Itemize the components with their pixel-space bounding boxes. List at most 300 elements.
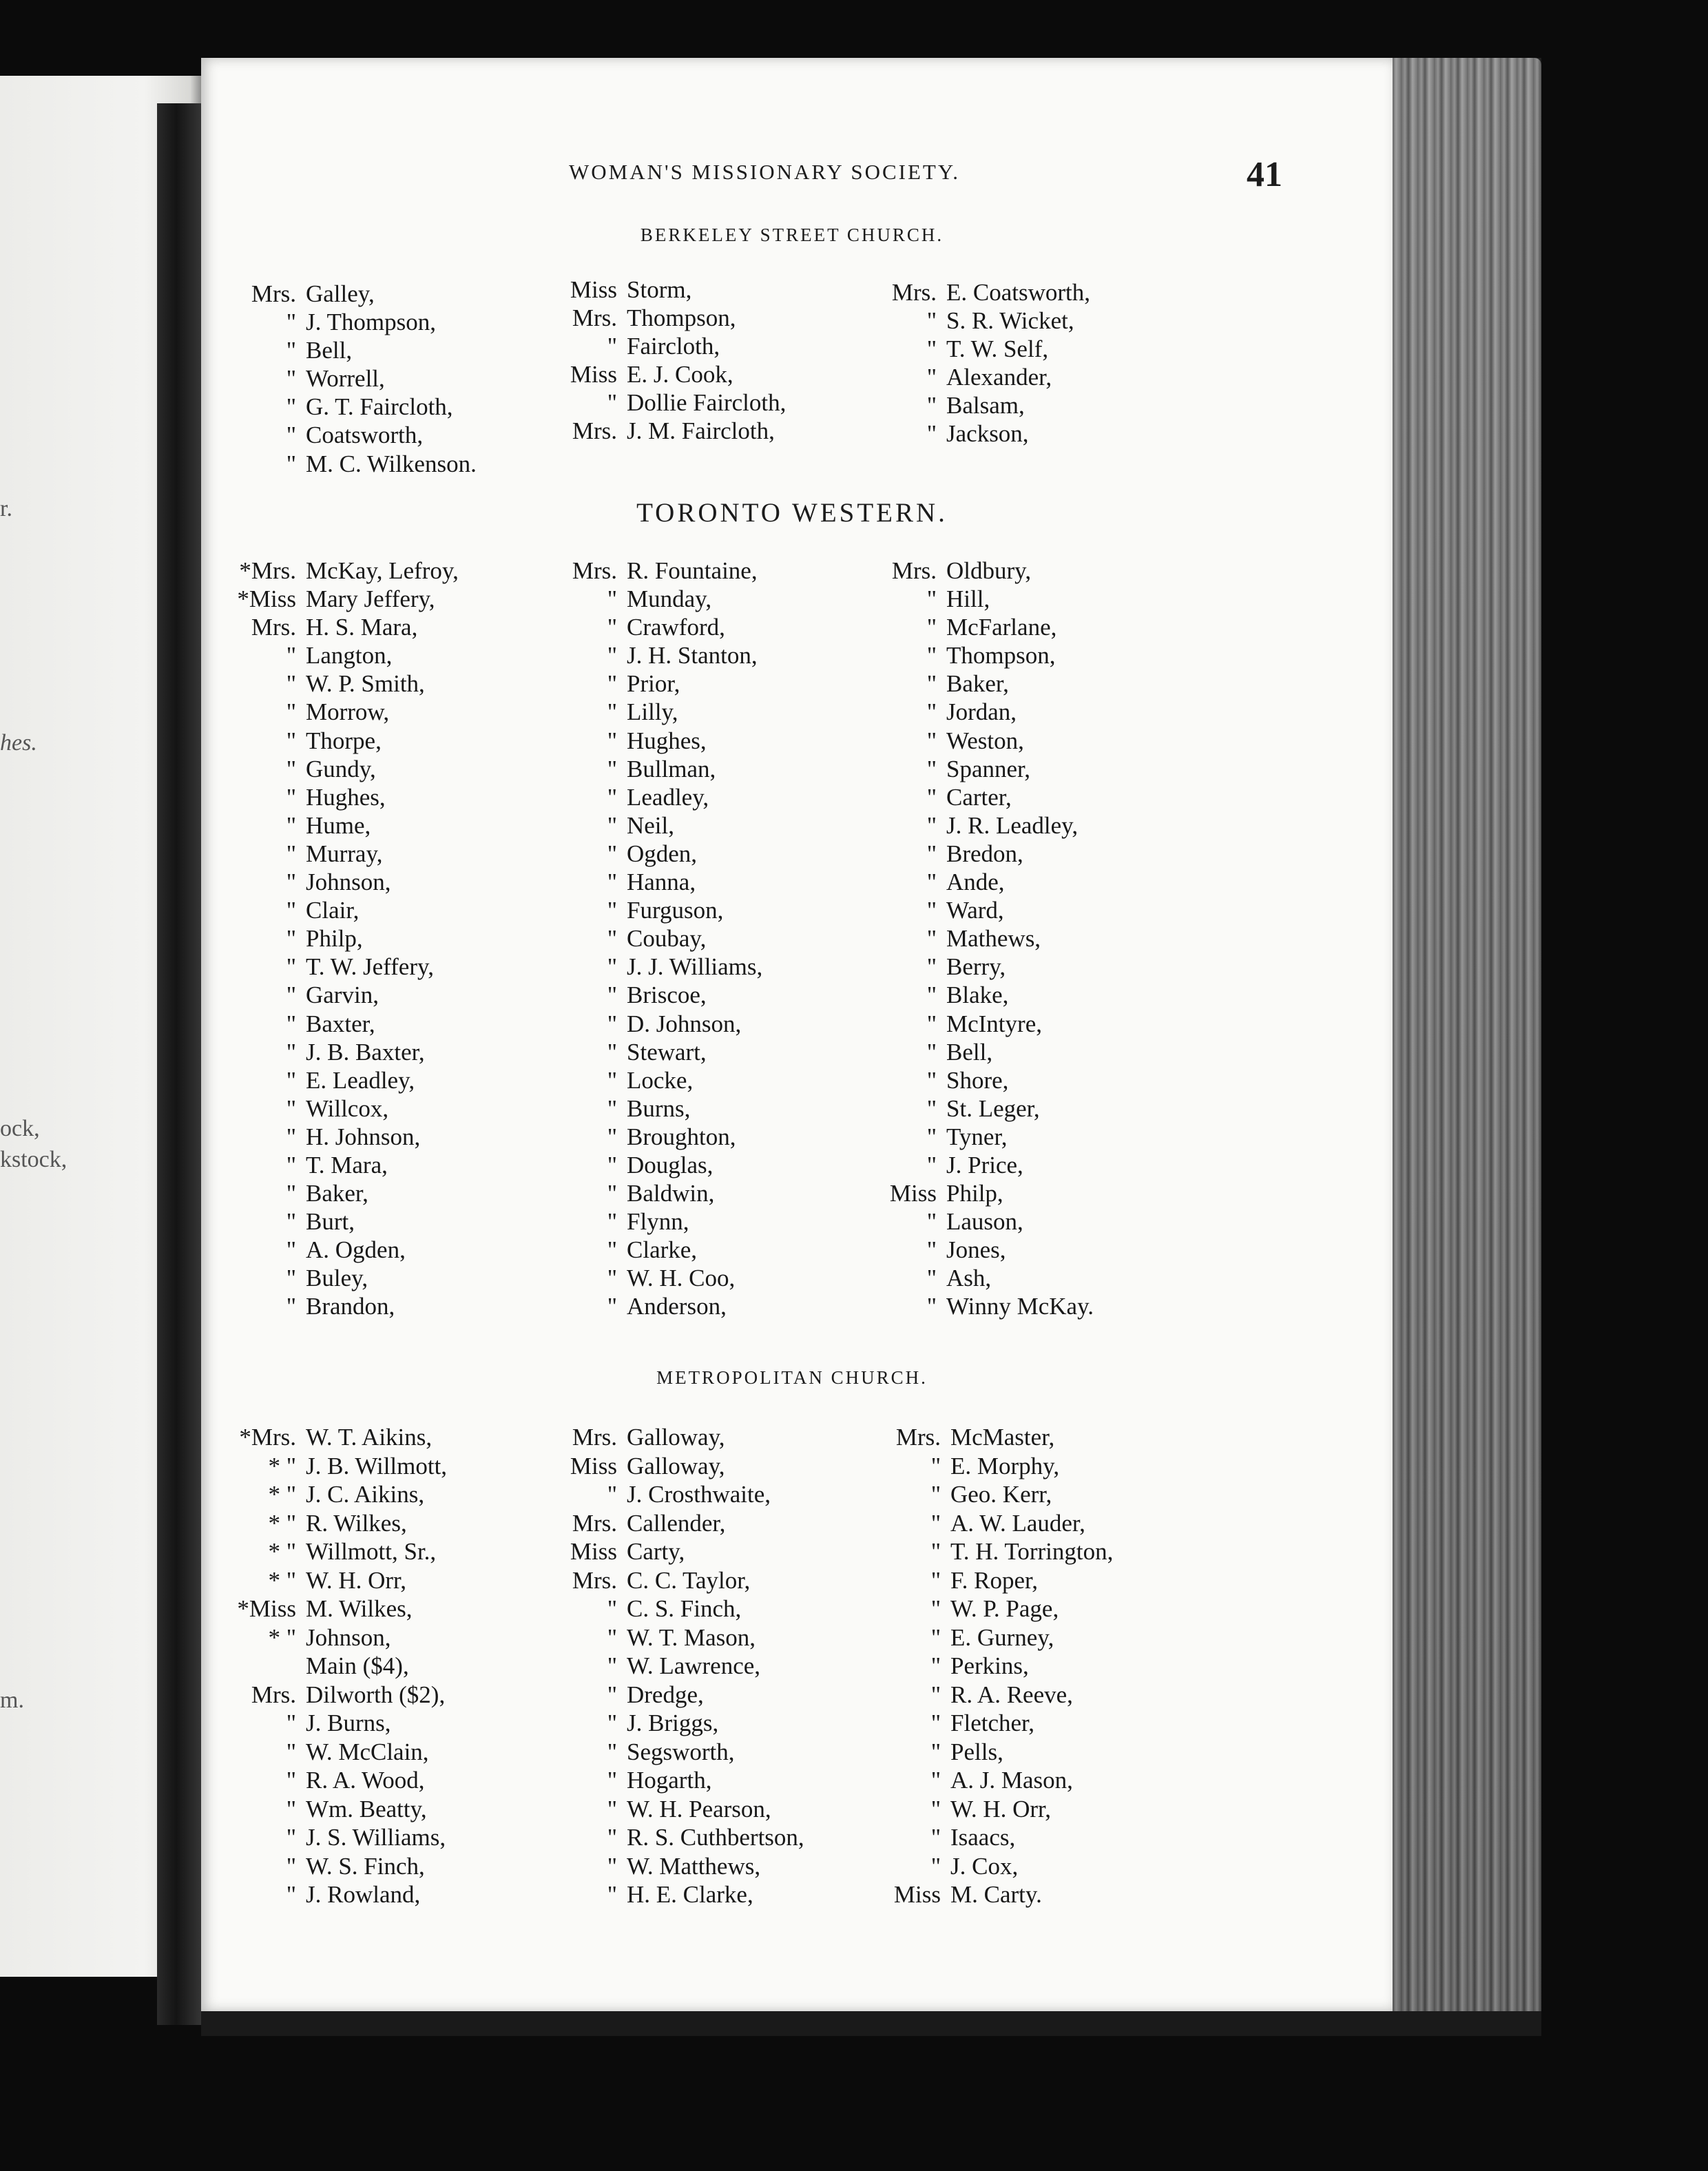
member-name: T. W. Self, bbox=[946, 335, 1049, 363]
member-name: Wm. Beatty, bbox=[306, 1795, 427, 1822]
member-entry bbox=[858, 1509, 1113, 1538]
member-title: " bbox=[930, 1481, 941, 1508]
member-entry bbox=[200, 280, 477, 308]
member-name: E. Morphy, bbox=[950, 1452, 1060, 1479]
member-title: " bbox=[926, 698, 937, 726]
member-title: " bbox=[926, 1293, 937, 1320]
member-title: " bbox=[286, 309, 296, 336]
member-title: " bbox=[926, 307, 937, 335]
member-name: Shore, bbox=[946, 1066, 1009, 1094]
member-title: " bbox=[286, 925, 296, 953]
member-entry bbox=[200, 1151, 459, 1179]
member-title: " bbox=[926, 1265, 937, 1292]
section-heading-berkeley: BERKELEY STREET CHURCH. bbox=[640, 225, 944, 245]
member-title: " bbox=[607, 1738, 617, 1765]
member-name: J. Cox, bbox=[950, 1852, 1019, 1880]
member-entry bbox=[534, 557, 762, 585]
member-name: R. S. Cuthbertson, bbox=[627, 1824, 804, 1851]
member-name: Callender, bbox=[627, 1509, 726, 1537]
member-title: * " bbox=[268, 1623, 296, 1651]
member-title: " bbox=[607, 585, 617, 613]
member-name: Burt, bbox=[306, 1208, 355, 1236]
member-title: " bbox=[607, 1010, 617, 1037]
member-title: " bbox=[926, 642, 937, 669]
member-name: Munday, bbox=[627, 585, 712, 613]
member-title: " bbox=[926, 981, 937, 1009]
book-bottom-edge bbox=[201, 2011, 1541, 2036]
member-title: " bbox=[607, 1710, 617, 1736]
member-title: " bbox=[607, 1681, 617, 1708]
member-title: " bbox=[607, 811, 617, 839]
member-title: " bbox=[930, 1852, 941, 1880]
member-entry bbox=[534, 1010, 762, 1038]
member-entry bbox=[858, 1423, 1113, 1452]
member-entry bbox=[858, 1852, 1113, 1881]
member-entry bbox=[854, 1066, 1094, 1094]
member-entry bbox=[534, 1795, 804, 1824]
member-title: " bbox=[286, 1710, 296, 1736]
member-name: E. Coatsworth, bbox=[946, 279, 1091, 306]
member-entry bbox=[858, 1709, 1113, 1738]
member-entry bbox=[854, 669, 1094, 698]
member-title: " bbox=[286, 1265, 296, 1292]
member-title: " bbox=[926, 953, 937, 981]
member-name: J. Burns, bbox=[306, 1710, 391, 1736]
member-title: " bbox=[607, 1595, 617, 1622]
member-entry bbox=[854, 924, 1094, 953]
member-entry bbox=[200, 1179, 459, 1207]
member-title: *Mrs. bbox=[239, 557, 296, 584]
member-title: " bbox=[607, 670, 617, 698]
member-title: " bbox=[286, 755, 296, 782]
member-title: Miss bbox=[893, 1881, 941, 1908]
member-name: Willmott, Sr., bbox=[306, 1538, 437, 1565]
member-name: Clair, bbox=[306, 897, 360, 924]
member-name: J. Briggs, bbox=[627, 1710, 719, 1736]
member-title: " bbox=[926, 897, 937, 924]
member-entry bbox=[854, 419, 1090, 448]
member-title: * " bbox=[268, 1452, 296, 1479]
member-name: Ward, bbox=[946, 897, 1004, 924]
member-name: Furguson, bbox=[627, 897, 724, 924]
member-title: " bbox=[926, 1094, 937, 1122]
member-title: " bbox=[607, 981, 617, 1009]
member-entry bbox=[534, 1038, 762, 1066]
member-title: " bbox=[286, 869, 296, 896]
member-name: Philp, bbox=[946, 1180, 1003, 1207]
member-name: Ande, bbox=[946, 869, 1005, 896]
member-entry bbox=[854, 1292, 1094, 1320]
member-title: Mrs. bbox=[572, 304, 617, 332]
page-fore-edge-shade bbox=[1384, 58, 1541, 2032]
member-title: " bbox=[930, 1623, 941, 1651]
member-entry bbox=[534, 811, 762, 840]
member-name: Johnson, bbox=[306, 869, 391, 896]
member-entry bbox=[200, 308, 477, 336]
member-entry bbox=[854, 1151, 1094, 1179]
member-entry bbox=[200, 1207, 459, 1236]
member-name: Murray, bbox=[306, 840, 383, 867]
member-title: Mrs. bbox=[572, 557, 617, 584]
member-entry bbox=[534, 1452, 804, 1481]
member-title: * " bbox=[268, 1566, 296, 1594]
member-title: " bbox=[930, 1824, 941, 1851]
member-name: H. E. Clarke, bbox=[627, 1881, 753, 1908]
member-name: M. C. Wilkenson. bbox=[306, 450, 477, 477]
member-name: Lilly, bbox=[627, 698, 678, 726]
member-name: W. T. Aikins, bbox=[306, 1424, 433, 1451]
member-entry bbox=[200, 557, 459, 585]
member-name: Jackson, bbox=[946, 420, 1029, 448]
member-entry bbox=[200, 727, 459, 755]
member-name: Briscoe, bbox=[627, 981, 707, 1009]
member-entry bbox=[854, 1264, 1094, 1292]
member-name: T. W. Jeffery, bbox=[306, 953, 434, 981]
member-name: Morrow, bbox=[306, 698, 390, 726]
member-name: D. Johnson, bbox=[627, 1010, 742, 1037]
member-name: Langton, bbox=[306, 642, 393, 669]
member-entry bbox=[534, 783, 762, 811]
member-title: " bbox=[930, 1795, 941, 1822]
member-name: Jordan, bbox=[946, 698, 1017, 726]
member-name: C. S. Finch, bbox=[627, 1595, 742, 1622]
member-entry bbox=[200, 1652, 447, 1681]
member-entry bbox=[854, 896, 1094, 924]
member-name: Balsam, bbox=[946, 392, 1025, 419]
member-entry bbox=[200, 613, 459, 641]
member-name: Thompson, bbox=[946, 642, 1056, 669]
member-name: Mathews, bbox=[946, 925, 1041, 953]
member-name: F. Roper, bbox=[950, 1566, 1039, 1594]
member-name: Anderson, bbox=[627, 1293, 727, 1320]
member-name: Oldbury, bbox=[946, 557, 1032, 584]
member-name: Locke, bbox=[627, 1066, 694, 1094]
section-heading-metropolitan: METROPOLITAN CHURCH. bbox=[656, 1367, 928, 1388]
member-name: Fletcher, bbox=[950, 1710, 1035, 1736]
member-name: Mary Jeffery, bbox=[306, 585, 435, 613]
member-title: * " bbox=[268, 1538, 296, 1565]
member-title: " bbox=[286, 1123, 296, 1150]
member-entry bbox=[200, 1066, 459, 1094]
member-entry bbox=[200, 450, 477, 478]
member-title: " bbox=[286, 698, 296, 726]
member-entry bbox=[534, 727, 762, 755]
member-entry bbox=[854, 698, 1094, 726]
member-entry bbox=[854, 1010, 1094, 1038]
member-name: Blake, bbox=[946, 981, 1009, 1009]
member-name: J. J. Williams, bbox=[627, 953, 763, 981]
member-name: Dredge, bbox=[627, 1681, 704, 1708]
member-entry bbox=[200, 1452, 447, 1481]
member-entry bbox=[200, 1595, 447, 1623]
member-name: Galloway, bbox=[627, 1452, 725, 1479]
left-page-fragment: kstock, bbox=[0, 1147, 67, 1172]
berkeley-column-1 bbox=[200, 280, 477, 478]
member-entry bbox=[534, 388, 786, 417]
member-name: J. B. Baxter, bbox=[306, 1038, 425, 1066]
member-entry bbox=[200, 1766, 447, 1795]
member-title: " bbox=[607, 333, 617, 360]
member-entry bbox=[534, 276, 786, 304]
member-title: " bbox=[286, 1738, 296, 1765]
member-title bbox=[200, 1652, 306, 1681]
member-name: Bullman, bbox=[627, 755, 716, 782]
member-title: Miss bbox=[889, 1180, 937, 1207]
member-entry bbox=[534, 417, 786, 445]
member-entry bbox=[854, 727, 1094, 755]
member-entry bbox=[854, 1236, 1094, 1264]
member-entry bbox=[534, 1123, 762, 1151]
member-name: E. J. Cook, bbox=[627, 361, 733, 388]
member-title: " bbox=[286, 811, 296, 839]
member-entry bbox=[854, 981, 1094, 1009]
member-title: " bbox=[607, 783, 617, 811]
metropolitan-column-3 bbox=[858, 1423, 1113, 1909]
member-entry bbox=[534, 1823, 804, 1852]
member-name: J. H. Stanton, bbox=[627, 642, 758, 669]
member-title: " bbox=[286, 1066, 296, 1094]
member-entry bbox=[534, 1595, 804, 1623]
member-name: Thompson, bbox=[627, 304, 736, 332]
member-title: Mrs. bbox=[251, 614, 296, 641]
member-entry bbox=[534, 1537, 804, 1566]
member-name: Storm, bbox=[627, 276, 692, 303]
member-entry bbox=[200, 1236, 459, 1264]
member-name: A. W. Lauder, bbox=[950, 1509, 1085, 1537]
member-entry bbox=[534, 1566, 804, 1595]
member-name: Perkins, bbox=[950, 1652, 1029, 1679]
member-title: " bbox=[926, 925, 937, 953]
member-name: Willcox, bbox=[306, 1094, 389, 1122]
member-title: " bbox=[286, 1038, 296, 1066]
member-name: McFarlane, bbox=[946, 614, 1057, 641]
left-page-fragment: ock, bbox=[0, 1116, 40, 1141]
member-name: Carty, bbox=[627, 1538, 685, 1565]
member-name: Prior, bbox=[627, 670, 680, 698]
member-name: Ogden, bbox=[627, 840, 698, 867]
member-name: Stewart, bbox=[627, 1038, 707, 1066]
member-title: Miss bbox=[570, 1452, 617, 1479]
member-entry bbox=[534, 1709, 804, 1738]
member-title: " bbox=[607, 897, 617, 924]
berkeley-column-2 bbox=[534, 276, 786, 446]
member-title: " bbox=[607, 1881, 617, 1908]
member-entry bbox=[200, 1823, 447, 1852]
member-entry bbox=[534, 924, 762, 953]
member-title: " bbox=[286, 1824, 296, 1851]
member-entry bbox=[858, 1652, 1113, 1681]
member-title: " bbox=[286, 422, 296, 449]
toronto-western-column-2 bbox=[534, 557, 762, 1321]
page-number: 41 bbox=[1247, 155, 1282, 194]
member-entry bbox=[200, 421, 477, 449]
member-name: Baker, bbox=[306, 1180, 368, 1207]
member-name: W. T. Mason, bbox=[627, 1623, 756, 1651]
member-entry bbox=[854, 953, 1094, 981]
member-name: A. Ogden, bbox=[306, 1236, 406, 1264]
member-name: Bredon, bbox=[946, 840, 1023, 867]
member-entry bbox=[858, 1537, 1113, 1566]
member-entry bbox=[200, 585, 459, 613]
member-name: Pells, bbox=[950, 1738, 1003, 1765]
member-title: " bbox=[607, 1824, 617, 1851]
member-title: " bbox=[930, 1767, 941, 1794]
member-title: " bbox=[926, 1208, 937, 1236]
member-name: Ash, bbox=[946, 1265, 992, 1292]
member-title: " bbox=[607, 1066, 617, 1094]
member-name: Thorpe, bbox=[306, 727, 382, 754]
member-entry bbox=[200, 1509, 447, 1538]
member-entry bbox=[200, 868, 459, 896]
member-title: " bbox=[930, 1566, 941, 1594]
member-title: " bbox=[607, 953, 617, 981]
member-title: Mrs. bbox=[572, 1566, 617, 1594]
member-entry bbox=[854, 585, 1094, 613]
member-title: " bbox=[930, 1509, 941, 1537]
member-title: " bbox=[607, 642, 617, 669]
member-title: " bbox=[607, 1094, 617, 1122]
member-name: J. B. Willmott, bbox=[306, 1452, 448, 1479]
member-entry bbox=[200, 840, 459, 868]
member-entry bbox=[200, 393, 477, 421]
member-name: E. Leadley, bbox=[306, 1066, 415, 1094]
member-title: " bbox=[607, 727, 617, 754]
member-name: Segsworth, bbox=[627, 1738, 735, 1765]
member-name: R. Wilkes, bbox=[306, 1509, 407, 1537]
member-title: " bbox=[926, 1038, 937, 1066]
member-title: " bbox=[286, 1094, 296, 1122]
member-entry bbox=[854, 1179, 1094, 1207]
member-title: " bbox=[607, 1852, 617, 1880]
member-title: " bbox=[930, 1738, 941, 1765]
member-title: " bbox=[926, 420, 937, 448]
member-title: " bbox=[926, 840, 937, 867]
member-title: " bbox=[286, 897, 296, 924]
member-entry bbox=[200, 1292, 459, 1320]
member-name: Berry, bbox=[946, 953, 1006, 981]
member-name: Galley, bbox=[306, 280, 375, 307]
member-title: Miss bbox=[570, 361, 617, 388]
member-entry bbox=[534, 840, 762, 868]
member-name: Leadley, bbox=[627, 783, 709, 811]
member-name: E. Gurney, bbox=[950, 1623, 1054, 1651]
member-entry bbox=[200, 981, 459, 1009]
member-name: St. Leger, bbox=[946, 1094, 1040, 1122]
member-entry bbox=[858, 1681, 1113, 1710]
member-entry bbox=[534, 360, 786, 388]
member-name: Bell, bbox=[946, 1038, 993, 1066]
member-name: Lauson, bbox=[946, 1208, 1023, 1236]
member-name: Hill, bbox=[946, 585, 990, 613]
member-entry bbox=[200, 669, 459, 698]
member-entry bbox=[200, 336, 477, 364]
member-title: " bbox=[926, 869, 937, 896]
member-entry bbox=[200, 1852, 447, 1881]
member-title: Mrs. bbox=[572, 1509, 617, 1537]
member-title: " bbox=[286, 1293, 296, 1320]
member-title: " bbox=[926, 1010, 937, 1037]
member-entry bbox=[854, 557, 1094, 585]
member-entry bbox=[534, 1151, 762, 1179]
left-page-fragment: m. bbox=[0, 1687, 24, 1713]
member-entry bbox=[534, 1423, 804, 1452]
member-entry bbox=[200, 698, 459, 726]
section-heading-toronto-western: TORONTO WESTERN. bbox=[636, 498, 948, 528]
member-entry bbox=[200, 1709, 447, 1738]
member-title: " bbox=[286, 642, 296, 669]
member-title: " bbox=[286, 840, 296, 867]
member-title: Miss bbox=[570, 1538, 617, 1565]
left-page-fragment: r. bbox=[0, 496, 12, 521]
member-name: Neil, bbox=[627, 811, 675, 839]
member-name: Baldwin, bbox=[627, 1180, 715, 1207]
member-entry bbox=[200, 1623, 447, 1652]
toronto-western-column-3 bbox=[854, 557, 1094, 1321]
member-name: R. Fountaine, bbox=[627, 557, 758, 584]
member-title: " bbox=[286, 393, 296, 421]
member-name: J. C. Aikins, bbox=[306, 1481, 425, 1508]
member-entry bbox=[534, 1509, 804, 1538]
member-title: Mrs. bbox=[572, 1424, 617, 1451]
member-entry bbox=[534, 1766, 804, 1795]
member-entry bbox=[200, 1795, 447, 1824]
member-title: " bbox=[926, 1151, 937, 1178]
member-title: " bbox=[607, 389, 617, 417]
member-title: " bbox=[286, 953, 296, 981]
member-title: Miss bbox=[570, 276, 617, 303]
member-entry bbox=[854, 811, 1094, 840]
member-name: W. S. Finch, bbox=[306, 1852, 425, 1880]
member-entry bbox=[858, 1795, 1113, 1824]
member-entry bbox=[534, 1179, 762, 1207]
member-name: Hogarth, bbox=[627, 1767, 712, 1794]
member-name: J. Price, bbox=[946, 1151, 1023, 1178]
member-title: " bbox=[607, 1151, 617, 1178]
member-entry bbox=[200, 1537, 447, 1566]
member-name: Johnson, bbox=[306, 1623, 391, 1651]
member-entry bbox=[534, 669, 762, 698]
member-title: Mrs. bbox=[891, 557, 937, 584]
member-title: " bbox=[286, 1236, 296, 1264]
running-head: WOMAN'S MISSIONARY SOCIETY. bbox=[569, 160, 961, 184]
member-name: Coubay, bbox=[627, 925, 707, 953]
member-entry bbox=[854, 613, 1094, 641]
member-name: W. H. Orr, bbox=[950, 1795, 1052, 1822]
member-entry bbox=[534, 1623, 804, 1652]
member-name: Jones, bbox=[946, 1236, 1006, 1264]
member-name: C. C. Taylor, bbox=[627, 1566, 751, 1594]
member-entry bbox=[534, 755, 762, 783]
member-entry bbox=[854, 1094, 1094, 1123]
member-title: " bbox=[607, 1236, 617, 1264]
member-title: " bbox=[286, 450, 296, 477]
member-name: M. Wilkes, bbox=[306, 1595, 413, 1622]
member-name: W. Matthews, bbox=[627, 1852, 761, 1880]
member-name: Hanna, bbox=[627, 869, 696, 896]
member-name: M. Carty. bbox=[950, 1881, 1042, 1908]
member-name: Bell, bbox=[306, 337, 353, 364]
member-title: " bbox=[930, 1681, 941, 1708]
member-entry bbox=[534, 613, 762, 641]
member-name: Coatsworth, bbox=[306, 422, 424, 449]
member-entry bbox=[200, 1738, 447, 1767]
member-name: Buley, bbox=[306, 1265, 368, 1292]
member-title: " bbox=[926, 811, 937, 839]
member-title: " bbox=[930, 1452, 941, 1479]
member-name: Hughes, bbox=[306, 783, 386, 811]
member-entry bbox=[858, 1823, 1113, 1852]
member-entry bbox=[200, 1264, 459, 1292]
